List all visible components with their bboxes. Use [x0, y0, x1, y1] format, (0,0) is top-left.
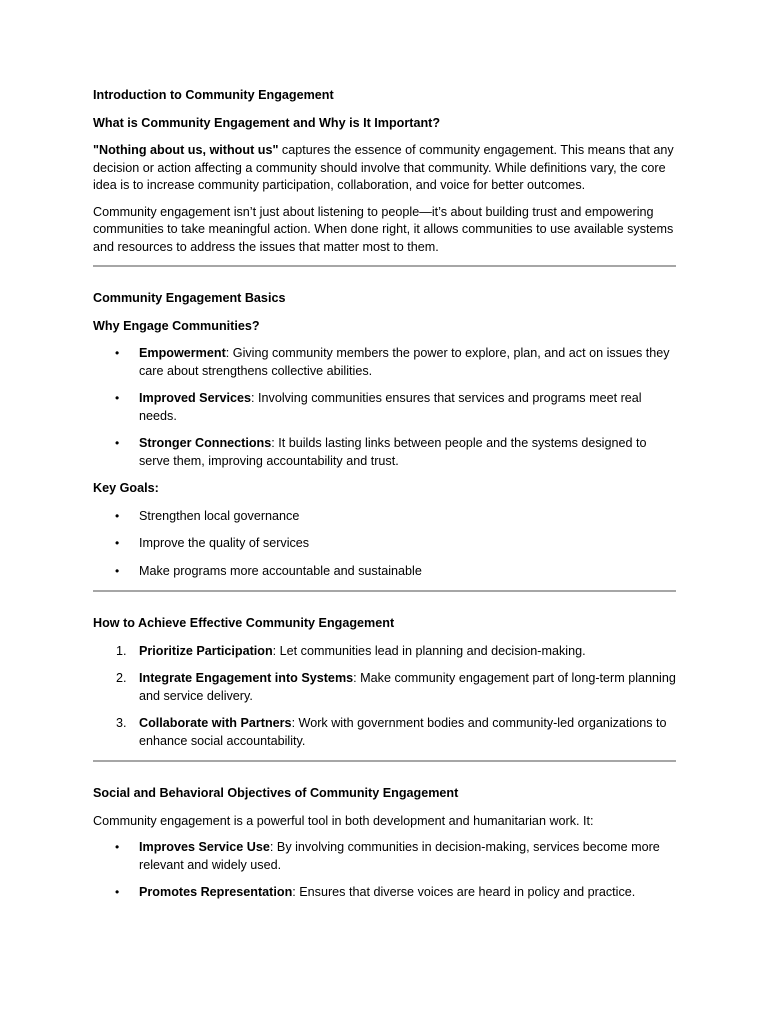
divider-1	[93, 265, 676, 267]
list-item-text: Improve the quality of services	[139, 536, 310, 550]
list-item	[93, 884, 676, 902]
key-goals-heading: Key Goals:	[93, 481, 159, 495]
bullet-icon: •	[115, 346, 120, 360]
list-item-term: Prioritize Participation	[139, 643, 273, 658]
list-number: 3.	[116, 716, 127, 730]
intro-paragraph-1-text: captures the essence of community engagement. This means that any decision or action affecting a community should involve that community. While definitions vary, the core idea is to increase community participation, collaboration, and voice for better outcomes.	[93, 143, 674, 192]
bullet-icon: •	[115, 536, 120, 550]
list-item-text: : Ensures that diverse voices are heard in policy and practice.	[292, 885, 636, 899]
divider-3	[93, 760, 676, 762]
list-item-term: Integrate Engagement into Systems	[139, 671, 354, 685]
list-item	[93, 839, 676, 874]
quote-bold: "Nothing about us, without us"	[93, 143, 279, 157]
list-item-text: : By involving communities in decision-making, services become more relevant and widely used.	[139, 840, 660, 872]
objectives-heading: Social and Behavioral Objectives of Community Engagement	[93, 786, 459, 800]
bullet-icon: •	[115, 563, 120, 578]
bullet-icon: •	[115, 391, 120, 405]
list-item-text: : Make community engagement part of long-term planning and service delivery.	[139, 671, 676, 703]
list-item-term: Stronger Connections	[139, 436, 272, 450]
list-item	[93, 563, 676, 581]
bullet-icon: •	[115, 508, 120, 523]
why-engage-list	[93, 345, 676, 470]
list-item	[93, 670, 676, 705]
achieve-heading: How to Achieve Effective Community Engagement	[93, 616, 395, 630]
intro-paragraph-2: Community engagement isn’t just about listening to people—it’s about building trust and empowering communities to take meaningful action. When done right, it allows communities to use available systems and resources to address the issues that matter most to them.	[93, 204, 674, 254]
key-goals-list	[93, 508, 676, 581]
list-item-text: Make programs more accountable and sustainable	[139, 563, 422, 578]
list-item-term: Promotes Representation	[139, 885, 293, 899]
intro-heading: Introduction to Community Engagement	[93, 88, 334, 102]
intro-subheading: What is Community Engagement and Why is It Important?	[93, 115, 441, 130]
why-engage-heading: Why Engage Communities?	[93, 318, 260, 333]
objectives-intro: Community engagement is a powerful tool in both development and humanitarian work. It:	[93, 813, 594, 828]
list-number: 2.	[116, 671, 127, 685]
list-item-text: : It builds lasting links between people and the systems designed to serve them, improving accountability and trust.	[139, 436, 647, 468]
list-item-term: Improves Service Use	[139, 840, 270, 854]
achieve-list	[93, 643, 676, 751]
divider-2	[93, 590, 676, 592]
list-item-term: Collaborate with Partners	[139, 716, 292, 730]
list-item	[93, 535, 676, 553]
list-item-text: : Work with government bodies and community-led organizations to enhance social accountability.	[139, 716, 667, 748]
list-item	[93, 345, 676, 380]
list-number: 1.	[116, 643, 127, 658]
list-item-term: Empowerment	[139, 346, 226, 360]
list-item-text: Strengthen local governance	[139, 508, 300, 523]
list-item-text: : Giving community members the power to explore, plan, and act on issues they care about strengthens collective abilities.	[139, 346, 670, 378]
basics-heading: Community Engagement Basics	[93, 291, 286, 305]
bullet-icon: •	[115, 885, 120, 899]
list-item	[93, 715, 676, 750]
list-item	[93, 390, 676, 425]
list-item	[93, 643, 676, 661]
bullet-icon: •	[115, 436, 120, 450]
list-item-text: : Involving communities ensures that services and programs meet real needs.	[139, 391, 642, 423]
bullet-icon: •	[115, 840, 120, 854]
list-item-text: : Let communities lead in planning and decision-making.	[272, 643, 586, 658]
list-item	[93, 435, 676, 470]
intro-paragraph-1	[93, 142, 676, 195]
list-item-term: Improved Services	[139, 391, 252, 405]
list-item	[93, 508, 676, 526]
objectives-list	[93, 839, 676, 902]
